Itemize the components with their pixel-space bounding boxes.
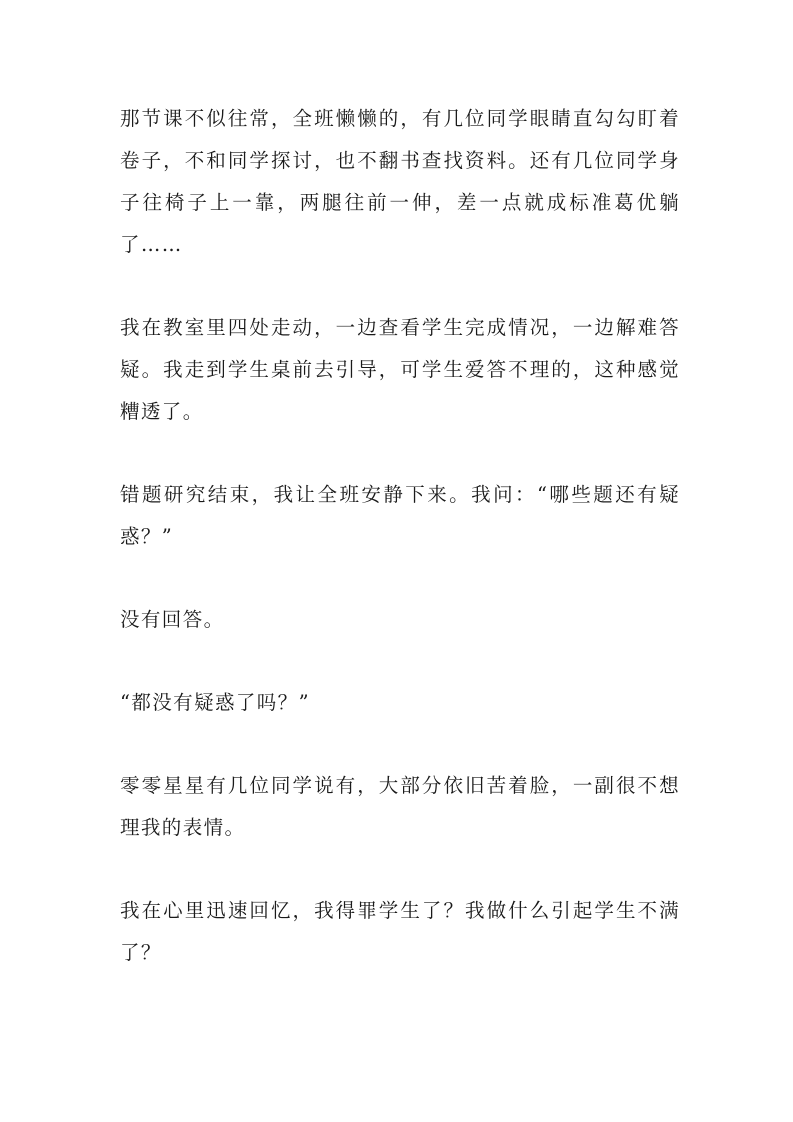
paragraph-6: 零零星星有几位同学说有，大部分依旧苦着脸，一副很不想理我的表情。	[120, 774, 680, 839]
paragraph-7: 我在心里迅速回忆，我得罪学生了？我做什么引起学生不满了？	[120, 899, 680, 964]
paragraph-4: 没有回答。	[120, 608, 225, 631]
paragraph-1: 那节课不似往常，全班懒懒的，有几位同学眼睛直勾勾盯着卷子，不和同学探讨，也不翻书查找资料。还有几位同学身子往椅子上一靠，两腿往前一伸，差一点就成标准葛优躺了……	[120, 107, 680, 256]
paragraph-5: “都没有疑惑了吗？”	[120, 691, 310, 714]
document-body	[120, 98, 680, 1015]
paragraph-2: 我在教室里四处走动，一边查看学生完成情况，一边解难答疑。我走到学生桌前去引导，可学生爱答不理的，这种感觉糟透了。	[120, 316, 680, 423]
paragraph-3: 错题研究结束，我让全班安静下来。我问：“哪些题还有疑惑？”	[120, 483, 680, 548]
